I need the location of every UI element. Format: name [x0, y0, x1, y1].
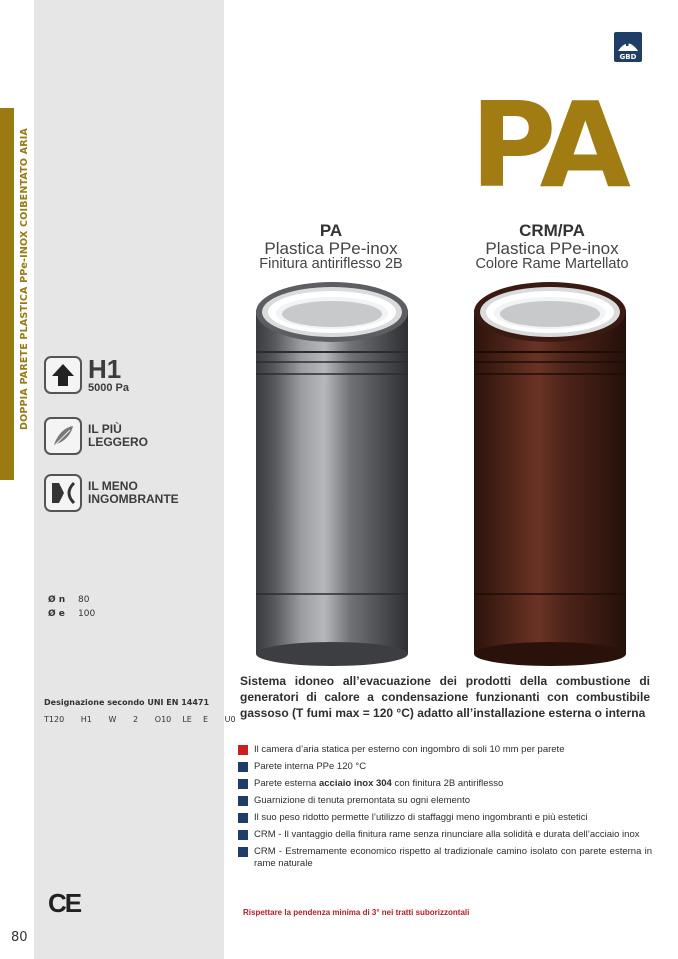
bullet-text: Il suo peso ridotto permette l’utilizzo di staffaggi meno ingombranti e più estetici	[254, 812, 588, 823]
bullet-text: Guarnizione di tenuta premontata su ogni elemento	[254, 795, 470, 806]
feature-list	[238, 744, 652, 875]
product-finish: Finitura antiriflesso 2B	[259, 256, 403, 273]
bullet-text: CRM - Estremamente economico rispetto al tradizionale camino isolato con parete esterna in rame naturale	[254, 846, 652, 869]
bullet-text: CRM - Il vantaggio della finitura rame senza rinunciare alla solidità e durata dell’acciaio inox	[254, 829, 640, 840]
blue-square-icon	[238, 847, 248, 857]
vertical-title: DOPPIA PARETE PLASTICA PPe-INOX COIBENTATO ARIA	[19, 127, 30, 430]
list-item	[238, 744, 652, 756]
blue-square-icon	[238, 830, 248, 840]
feather-icon	[44, 417, 82, 455]
list-item	[238, 761, 652, 773]
designation-title: Designazione secondo UNI EN 14471	[44, 698, 210, 707]
list-item	[238, 846, 652, 870]
arrow-up-icon	[44, 356, 82, 394]
light-line1: IL PIÙ	[88, 422, 122, 437]
bullet-text: Parete esterna	[254, 778, 319, 789]
product-material: Plastica PPe-inox	[264, 238, 398, 258]
pipe-copper-image	[470, 278, 630, 668]
product-material: Plastica PPe-inox	[485, 238, 619, 258]
red-square-icon	[238, 745, 248, 755]
product-finish: Colore Rame Martellato	[475, 256, 629, 273]
h1-title: H1	[88, 354, 122, 384]
badge-light	[44, 417, 148, 455]
spec-value: 100	[78, 609, 96, 619]
product-description: Sistema idoneo all’evacuazione dei prodotti della combustione di generatori di calore a condensazione funzionanti con combustibile gassoso (T fumi max = 120 °C) adatto all’installazione esterna o interna	[240, 674, 650, 720]
product-title-crm	[444, 222, 660, 272]
light-line2: LEGGERO	[88, 435, 149, 449]
compact-profile-icon	[44, 474, 82, 512]
slope-note: Rispettare la pendenza minima di 3° nei tratti suborizzontali	[243, 908, 470, 917]
diameter-specs	[48, 593, 95, 621]
compact-line1: IL MENO	[88, 479, 138, 494]
page-number: 80	[11, 930, 28, 945]
compact-line2: INGOMBRANTE	[88, 492, 179, 506]
badge-compact	[44, 474, 179, 512]
bullet-text: Parete interna PPe 120 °C	[254, 761, 367, 772]
product-code: PA	[319, 221, 343, 240]
gbd-logo-icon	[614, 32, 642, 62]
logo-text: GBD	[619, 53, 637, 61]
list-item	[238, 795, 652, 807]
spec-label: Ø e	[48, 609, 65, 619]
blue-square-icon	[238, 813, 248, 823]
blue-square-icon	[238, 762, 248, 772]
bullet-text-end: con finitura 2B antiriflesso	[391, 778, 504, 789]
spec-value: 80	[78, 595, 90, 605]
big-product-code: PA	[470, 76, 625, 214]
spec-row	[48, 607, 95, 621]
badge-h1	[44, 356, 129, 395]
product-title-pa	[222, 222, 440, 272]
vertical-strip	[0, 108, 14, 480]
spec-label: Ø n	[48, 595, 66, 605]
product-code: CRM/PA	[519, 221, 585, 240]
pipe-inox-image	[252, 278, 412, 668]
list-item	[238, 812, 652, 824]
bullet-text: Il camera d’aria statica per esterno con ingombro di soli 10 mm per parete	[254, 744, 565, 755]
spec-row	[48, 593, 95, 607]
designation	[44, 698, 236, 724]
list-item	[238, 829, 652, 841]
bullet-bold-text: acciaio inox 304	[318, 778, 392, 789]
designation-value: T120 H1 W 2 O10 LE E U0	[44, 715, 236, 724]
ce-mark: CE	[48, 888, 81, 918]
h1-subtitle: 5000 Pa	[88, 382, 129, 395]
blue-square-icon	[238, 779, 248, 789]
blue-square-icon	[238, 796, 248, 806]
list-item	[238, 778, 652, 790]
